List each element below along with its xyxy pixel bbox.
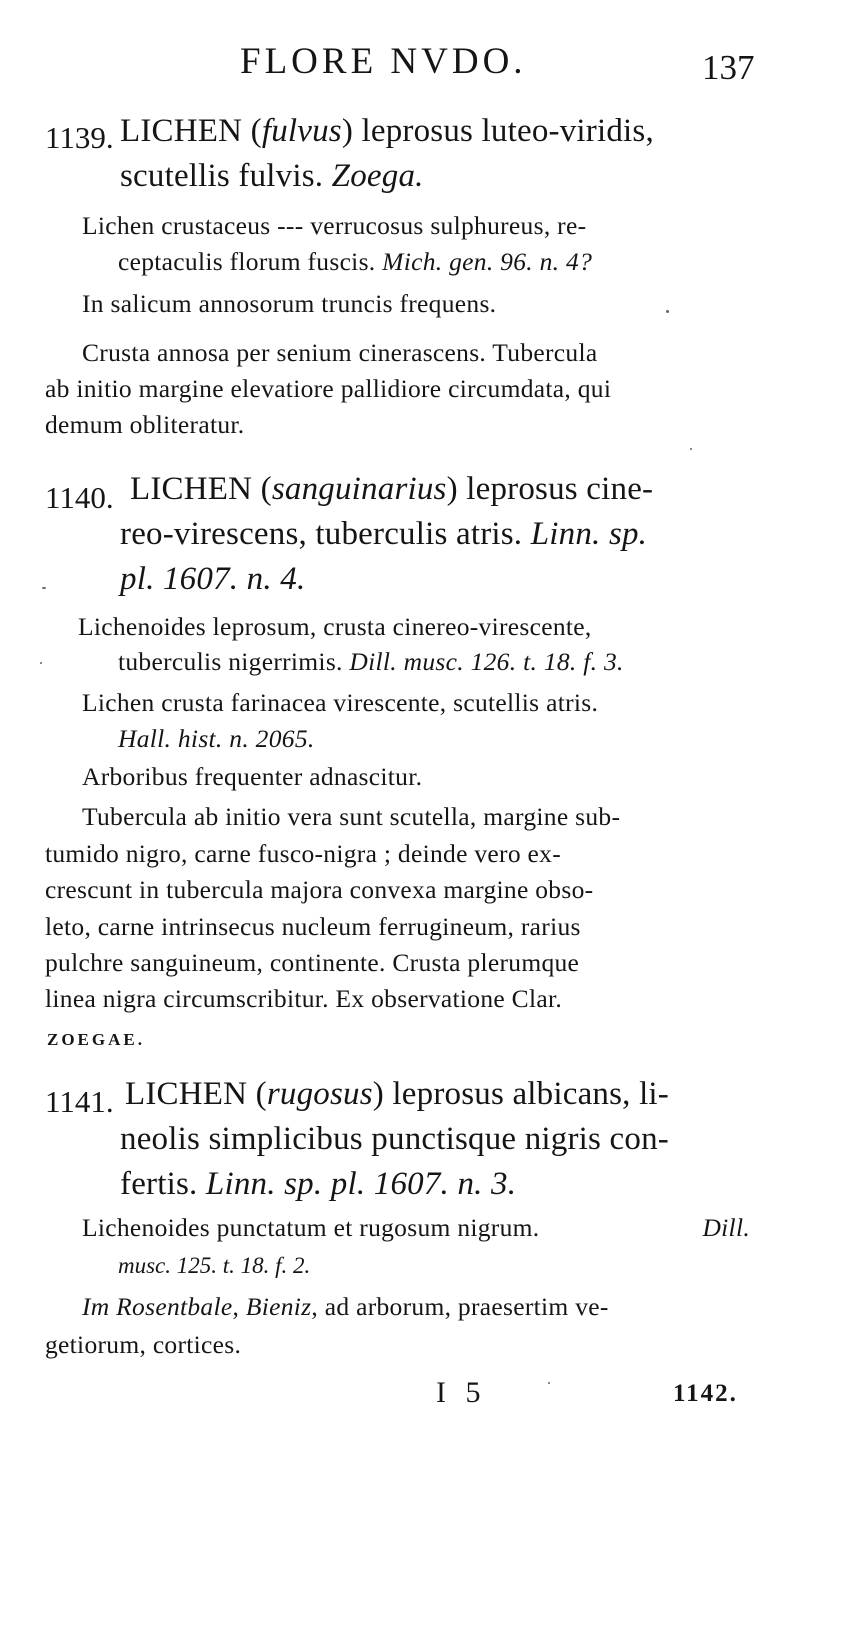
place-name: Im Rosentbale [82, 1292, 233, 1321]
synonym-line [118, 1253, 310, 1279]
entry-heading-line [120, 561, 305, 598]
signature-mark: I 5 [436, 1376, 487, 1409]
synonym-line: ceptaculis florum fuscis. Mich. gen. 96. n. 4? [118, 247, 593, 276]
entry-heading-line: LICHEN (sanguinarius) leprosus cine- [130, 471, 654, 507]
note-line: ZOEGAE. [47, 1030, 145, 1049]
synonym-line: Lichen crustaceus --- verrucosus sulphureus, re- [82, 211, 587, 240]
entry-number: 1141. [45, 1084, 114, 1119]
synonym-line: Lichenoides leprosum, crusta cinereo-virescente, [78, 612, 592, 641]
running-title: FLORE NVDO. [240, 41, 527, 82]
author-citation: Zoega. [331, 158, 424, 194]
reference: Mich. gen. 96. n. 4? [382, 247, 593, 276]
entry-heading-line: fertis. Linn. sp. pl. 1607. n. 3. [120, 1166, 517, 1202]
print-speck [548, 1382, 550, 1384]
entry-heading-line: LICHEN (fulvus) leprosus luteo-viridis, [120, 113, 654, 149]
print-speck [666, 310, 669, 313]
page-number: 137 [702, 48, 755, 87]
print-speck [42, 587, 46, 589]
reference: pl. 1607. n. 4. [120, 561, 306, 597]
species-epithet: fulvus [261, 113, 342, 149]
note-line: crescunt in tubercula majora convexa margine obso- [45, 875, 594, 904]
reference: Hall. hist. n. 2065. [118, 724, 315, 753]
note-line: tumido nigro, carne fusco-nigra ; deinde vero ex- [45, 839, 562, 868]
reference: musc. 125. t. 18. f. 2. [118, 1253, 311, 1278]
entry-heading-line: neolis simplicibus punctisque nigris con- [120, 1121, 669, 1157]
entry-heading-line: scutellis fulvis. Zoega. [120, 158, 424, 194]
note-line: linea nigra circumscribitur. Ex observatione Clar. [45, 984, 563, 1013]
entry-heading-line: reo-virescens, tuberculis atris. Linn. sp. [120, 516, 648, 552]
synonym-line: Lichenoides punctatum et rugosum nigrum. Dill. [82, 1213, 750, 1242]
habitat: Im Rosentbale, Bieniz, ad arborum, praesertim ve- [82, 1292, 609, 1321]
habitat: In salicum annosorum truncis frequens. [82, 289, 497, 318]
reference: Dill. [702, 1213, 750, 1242]
synonym-line [118, 724, 315, 754]
species-epithet: sanguinarius [271, 471, 447, 507]
synonym-line: tuberculis nigerrimis. Dill. musc. 126. t. 18. f. 3. [118, 647, 624, 676]
entry-heading-line: LICHEN (rugosus) leprosus albicans, li- [125, 1076, 669, 1112]
reference: Dill. musc. 126. t. 18. f. 3. [349, 647, 624, 676]
species-epithet: rugosus [266, 1076, 373, 1112]
entry-number: 1140. [45, 480, 114, 515]
note-line: leto, carne intrinsecus nucleum ferrugineum, rarius [45, 912, 581, 941]
print-speck [690, 448, 692, 450]
synonym-line: Lichen crusta farinacea virescente, scutellis atris. [82, 688, 599, 717]
place-name: Bieniz [245, 1292, 312, 1321]
habitat: getiorum, cortices. [45, 1330, 242, 1359]
catchword: 1142. [673, 1380, 738, 1407]
note-line: pulchre sanguineum, continente. Crusta plerumque [45, 948, 580, 977]
reference: Linn. sp. [530, 516, 648, 552]
note-line: demum obliteratur. [45, 410, 245, 439]
print-speck [40, 662, 42, 664]
note-line: Crusta annosa per senium cinerascens. Tubercula [82, 338, 598, 367]
note-line: ab initio margine elevatiore pallidiore circumdata, qui [45, 374, 612, 403]
habitat: Arboribus frequenter adnascitur. [82, 762, 423, 791]
note-line: Tubercula ab initio vera sunt scutella, margine sub- [82, 802, 621, 831]
reference: Linn. sp. pl. 1607. n. 3. [205, 1166, 517, 1202]
entry-number: 1139. [45, 120, 114, 155]
